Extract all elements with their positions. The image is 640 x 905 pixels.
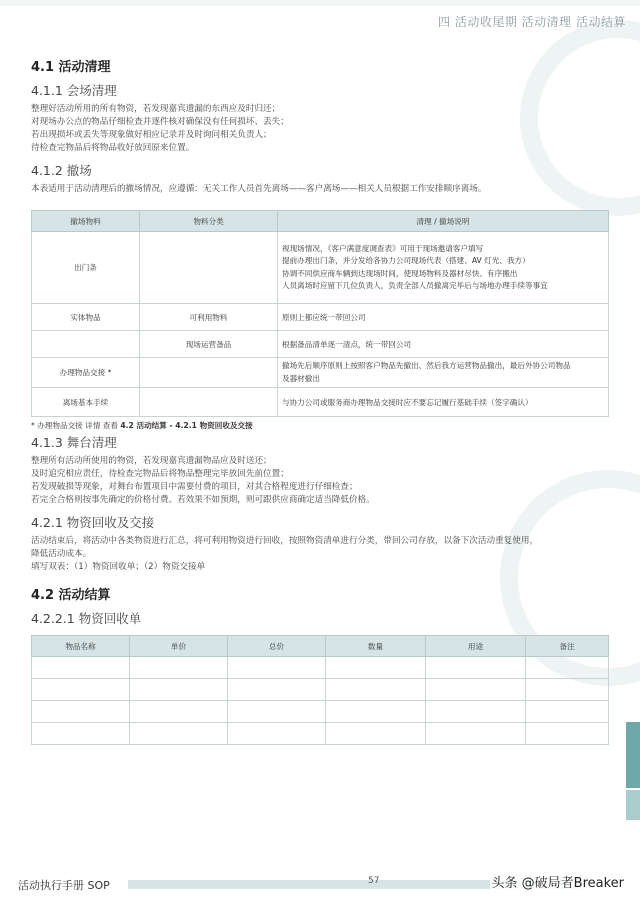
table-header: 物料分类 [140,211,278,232]
table-cell: 办理物品交接 * [32,358,140,388]
cell-line: 与协力公司或服务商办理物品交接时应不要忘记履行基础手续（签字确认） [282,397,533,407]
form-cell [130,701,228,723]
table-header-row [32,636,609,657]
form-cell [228,679,326,701]
table-cell: 实体物品 [32,304,140,331]
form-cell [426,657,526,679]
cell-line: 提前办理出门条，并分发给各协力公司现场代表（搭建、AV 灯光、我方） [282,256,530,265]
recycle-form-table [31,635,609,745]
form-cell [228,657,326,679]
text-line: 对现场办公点的物品仔细检查并逐件核对确保没有任何损坏、丢失； [31,117,289,127]
footnote-text: * 办理物品交接 详情 查看 [31,421,121,430]
text-line: 若出现损坏或丢失等现象做好相应记录并及时询问相关负责人； [31,130,272,140]
form-cell [526,679,609,701]
text-line: 填写双表：（1）物资回收单；（2）物资交接单 [31,562,206,572]
text-line: 待检查完物品后将物品收好放回原来位置。 [31,143,195,153]
table-cell [278,331,609,358]
cell-line: 视现场情况，《客户满意度调查表》可用于现场邀请客户填写 [282,243,484,253]
empty-form-row [32,679,609,701]
table-header: 数量 [326,636,426,657]
form-cell [326,657,426,679]
subsection-title: 4.2.1 物资回收及交接 [31,515,155,530]
form-cell [326,679,426,701]
form-cell [32,723,130,745]
text-line: 若完全合格则按事先确定的价格付费。若效果不如预期，则可跟供应商确定适当降低价格。 [31,495,375,505]
form-cell [130,723,228,745]
form-cell [32,657,130,679]
empty-form-row [32,657,609,679]
form-cell [426,679,526,701]
table-cell [140,358,278,388]
text-line: 及时追究相应责任，待检查完物品后将物品整理完毕放回先前位置； [31,469,289,479]
section-title: 4.1 活动清理 [31,60,111,75]
form-cell [526,657,609,679]
form-cell [228,723,326,745]
text-line: 整理所有活动所使用的物资，若发现嘉宾遗漏物品应及时送还； [31,456,272,466]
chapter-title: 四 活动收尾期 活动清理 活动结算 [438,15,626,29]
section-title: 4.2 活动结算 [31,588,111,603]
table-cell: 可利用物料 [140,304,278,331]
venue-paragraph [31,103,609,155]
cell-line: 协调不同供应商车辆到达现场时间，使现场物料及器材尽快、有序搬出 [282,268,518,278]
footnote-reference: 4.2 活动结算 - 4.2.1 物资回收及交接 [120,421,253,430]
recovery-paragraph [31,535,609,574]
cell-line: 人员离场时应留下几位负责人，负责全部人员撤离完毕后与场地办理手续等事宜 [282,281,548,290]
table-row [32,331,609,358]
table-cell [278,232,609,304]
cell-line: 撤场先后顺序原则上按照客户物品先撤出、然后我方运营物品撤出，最后外协公司物品 [282,361,571,370]
subsection-title: 4.1.1 会场清理 [31,83,117,98]
form-cell [326,723,426,745]
table-header: 清理 / 撤场说明 [278,211,609,232]
stage-paragraph [31,455,609,507]
table-row [32,358,609,388]
table-cell [278,388,609,417]
table-header: 备注 [526,636,609,657]
cell-line: 及器材撤出 [282,373,320,383]
table-header: 单价 [130,636,228,657]
page-content [31,56,609,745]
table-cell [32,331,140,358]
form-cell [526,701,609,723]
form-cell [426,723,526,745]
table-row [32,232,609,304]
watermark: 头条 @破局者Breaker [490,872,626,891]
withdrawal-table [31,210,609,417]
form-cell [130,657,228,679]
side-accent [626,722,640,788]
table-header: 用途 [426,636,526,657]
header-bar [0,0,640,6]
table-cell [278,358,609,388]
page-number: 57 [368,876,380,886]
table-cell [140,232,278,304]
subsection-title: 4.2.2.1 物资回收单 [31,611,142,626]
cell-line: 根据备品清单逐一清点，统一带回公司 [282,339,412,349]
table-cell [140,388,278,417]
table-footnote [31,420,609,431]
table-header-row [32,211,609,232]
manual-title: 活动执行手册 SOP [18,879,110,892]
side-accent [626,790,640,820]
table-cell: 出门条 [32,232,140,304]
form-cell [32,679,130,701]
cell-line: 原则上都应统一带回公司 [282,312,366,322]
form-cell [526,723,609,745]
empty-form-row [32,701,609,723]
table-cell [278,304,609,331]
text-line: 本表适用于活动清理后的撤场情况，应遵循：无关工作人员首先离场——客户离场——相关人员根据工作安排顺序离场。 [31,184,487,194]
text-line: 若发现破损等现象，对舞台布置项目中需要付费的项目，对其合格程度进行仔细检查； [31,482,358,492]
empty-form-row [32,723,609,745]
table-row [32,304,609,331]
form-cell [32,701,130,723]
table-cell: 离场基本手续 [32,388,140,417]
form-cell [228,701,326,723]
table-header: 物品名称 [32,636,130,657]
subsection-title: 4.1.2 撤场 [31,163,92,178]
table-header: 撤场物料 [32,211,140,232]
form-cell [426,701,526,723]
subsection-title: 4.1.3 舞台清理 [31,435,117,450]
table-cell: 现场运营备品 [140,331,278,358]
table-header: 总价 [228,636,326,657]
text-line: 降低活动成本。 [31,549,92,559]
form-cell [326,701,426,723]
table-row [32,388,609,417]
form-cell [130,679,228,701]
text-line: 整理好活动所用的所有物资，若发现嘉宾遗漏的东西应及时归还； [31,104,281,114]
text-line: 活动结束后，将活动中各类物资进行汇总，将可利用物资进行回收，按照物资清单进行分类，带回公司存放，以备下次活动重复使用， [31,536,539,546]
